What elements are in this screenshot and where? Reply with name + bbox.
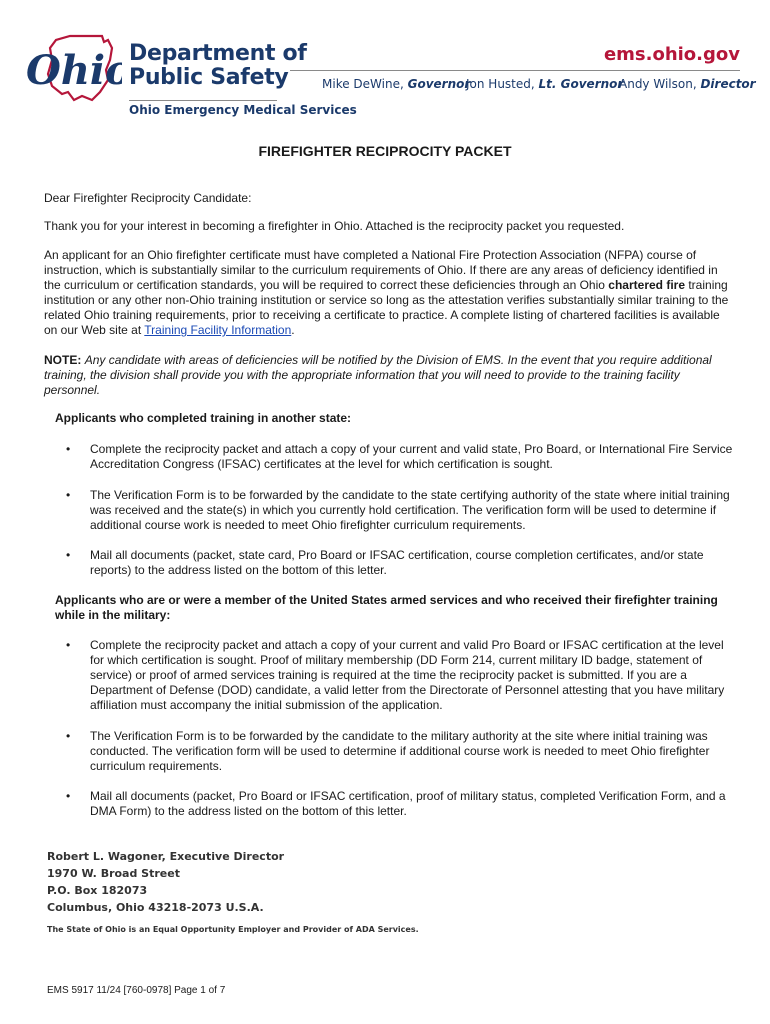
list-item: The Verification Form is to be forwarded by the candidate to the military authority at the site where initial training was conducted. The verification form will be used to determine if additional course work is needed to meet Ohio firefighter curriculum requirements. (90, 729, 710, 773)
ohio-logo (22, 30, 122, 105)
dept-line-1: Department of (129, 41, 307, 66)
note-paragraph: NOTE: Any candidate with areas of deficiencies will be notified by the Division of EMS. In the event that you require additional training, the division shall provide you with the appropriate information that you will need to provide to the training facility personnel. (44, 353, 712, 397)
bullet-icon: • (66, 442, 71, 456)
department-name (129, 42, 307, 90)
list-item: Complete the reciprocity packet and attach a copy of your current and valid Pro Board or IFSAC certification at the level for which certification is sought. Proof of military membership (DD Form 214, current military ID badge, statement of service) or proof of armed services training is required at the time the reciprocity packet is submitted. If you are a Department of Defense (DOD) candidate, a valid letter from the Directorate of Personnel attesting that you have military affiliation must accompany the initial submission of the application. (90, 638, 725, 712)
training-facility-link[interactable]: Training Facility Information (144, 323, 292, 337)
signer-name: Robert L. Wagoner, Executive Director (47, 850, 285, 863)
address-city: Columbus, Ohio 43218-2073 U.S.A. (47, 901, 264, 914)
lt-governor: Jon Husted, Lt. Governor (466, 77, 624, 91)
bullet-icon: • (66, 789, 71, 803)
logo-wordmark: Ohio (26, 47, 122, 94)
signature-block (47, 848, 284, 916)
list-item: The Verification Form is to be forwarded by the candidate to the state certifying authority of the state where initial training was received and the state(s) in which you currently hold certification. The verification form will be used to determine if additional course work is needed to meet Ohio firefighter curriculum requirements. (90, 488, 730, 532)
director: Andy Wilson, Director (619, 77, 756, 91)
address-street: 1970 W. Broad Street (47, 867, 180, 880)
list-item: Mail all documents (packet, Pro Board or IFSAC certification, proof of military status, completed Verification Form, and a DMA Form) to the address listed on the bottom of this letter. (90, 789, 726, 818)
header-divider (290, 70, 740, 71)
page-title: FIREFIGHTER RECIPROCITY PACKET (258, 143, 512, 159)
dept-line-2: Public Safety (129, 65, 289, 90)
salutation: Dear Firefighter Reciprocity Candidate: (44, 191, 252, 205)
division-name: Ohio Emergency Medical Services (129, 103, 357, 117)
section-heading-military: Applicants who are or were a member of the United States armed services and who received their firefighter training while in the military: (55, 593, 718, 622)
division-divider (129, 100, 277, 101)
eeo-statement: The State of Ohio is an Equal Opportunity Employer and Provider of ADA Services. (47, 925, 419, 934)
bullet-icon: • (66, 488, 71, 502)
form-footer: EMS 5917 11/24 [760-0978] Page 1 of 7 (47, 985, 226, 996)
bullet-icon: • (66, 548, 71, 562)
address-po-box: P.O. Box 182073 (47, 884, 148, 897)
bullet-icon: • (66, 638, 71, 652)
website-link[interactable]: ems.ohio.gov (603, 44, 740, 65)
section-heading-other-state: Applicants who completed training in another state: (55, 411, 352, 425)
governor: Mike DeWine, Governor (322, 77, 471, 91)
requirements-paragraph: An applicant for an Ohio firefighter certificate must have completed a National Fire Protection Association (NFPA) course of instruction, which is substantially similar to the curriculum requirements of Ohio. If there are any areas of deficiency identified in the curriculum or certification standards, you will be required to correct these deficiencies through an Ohio chartered fire training institution or any other non-Ohio training institution or service so long as the attestation verifies substantially similar training to the related Ohio training requirements, prior to receiving a certificate to practice. A complete listing of chartered facilities is available on our Web site at Training Facility Information. (44, 248, 729, 337)
bullet-icon: • (66, 729, 71, 743)
list-item: Mail all documents (packet, state card, Pro Board or IFSAC certification, course completion certificates, and/or state reports) to the address listed on the bottom of this letter. (90, 548, 704, 577)
list-item: Complete the reciprocity packet and attach a copy of your current and valid state, Pro Board, or International Fire Service Accreditation Congress (IFSAC) certificates at the level for which certification is sought. (90, 442, 733, 471)
thanks-paragraph: Thank you for your interest in becoming a firefighter in Ohio. Attached is the reciprocity packet you requested. (44, 219, 625, 233)
